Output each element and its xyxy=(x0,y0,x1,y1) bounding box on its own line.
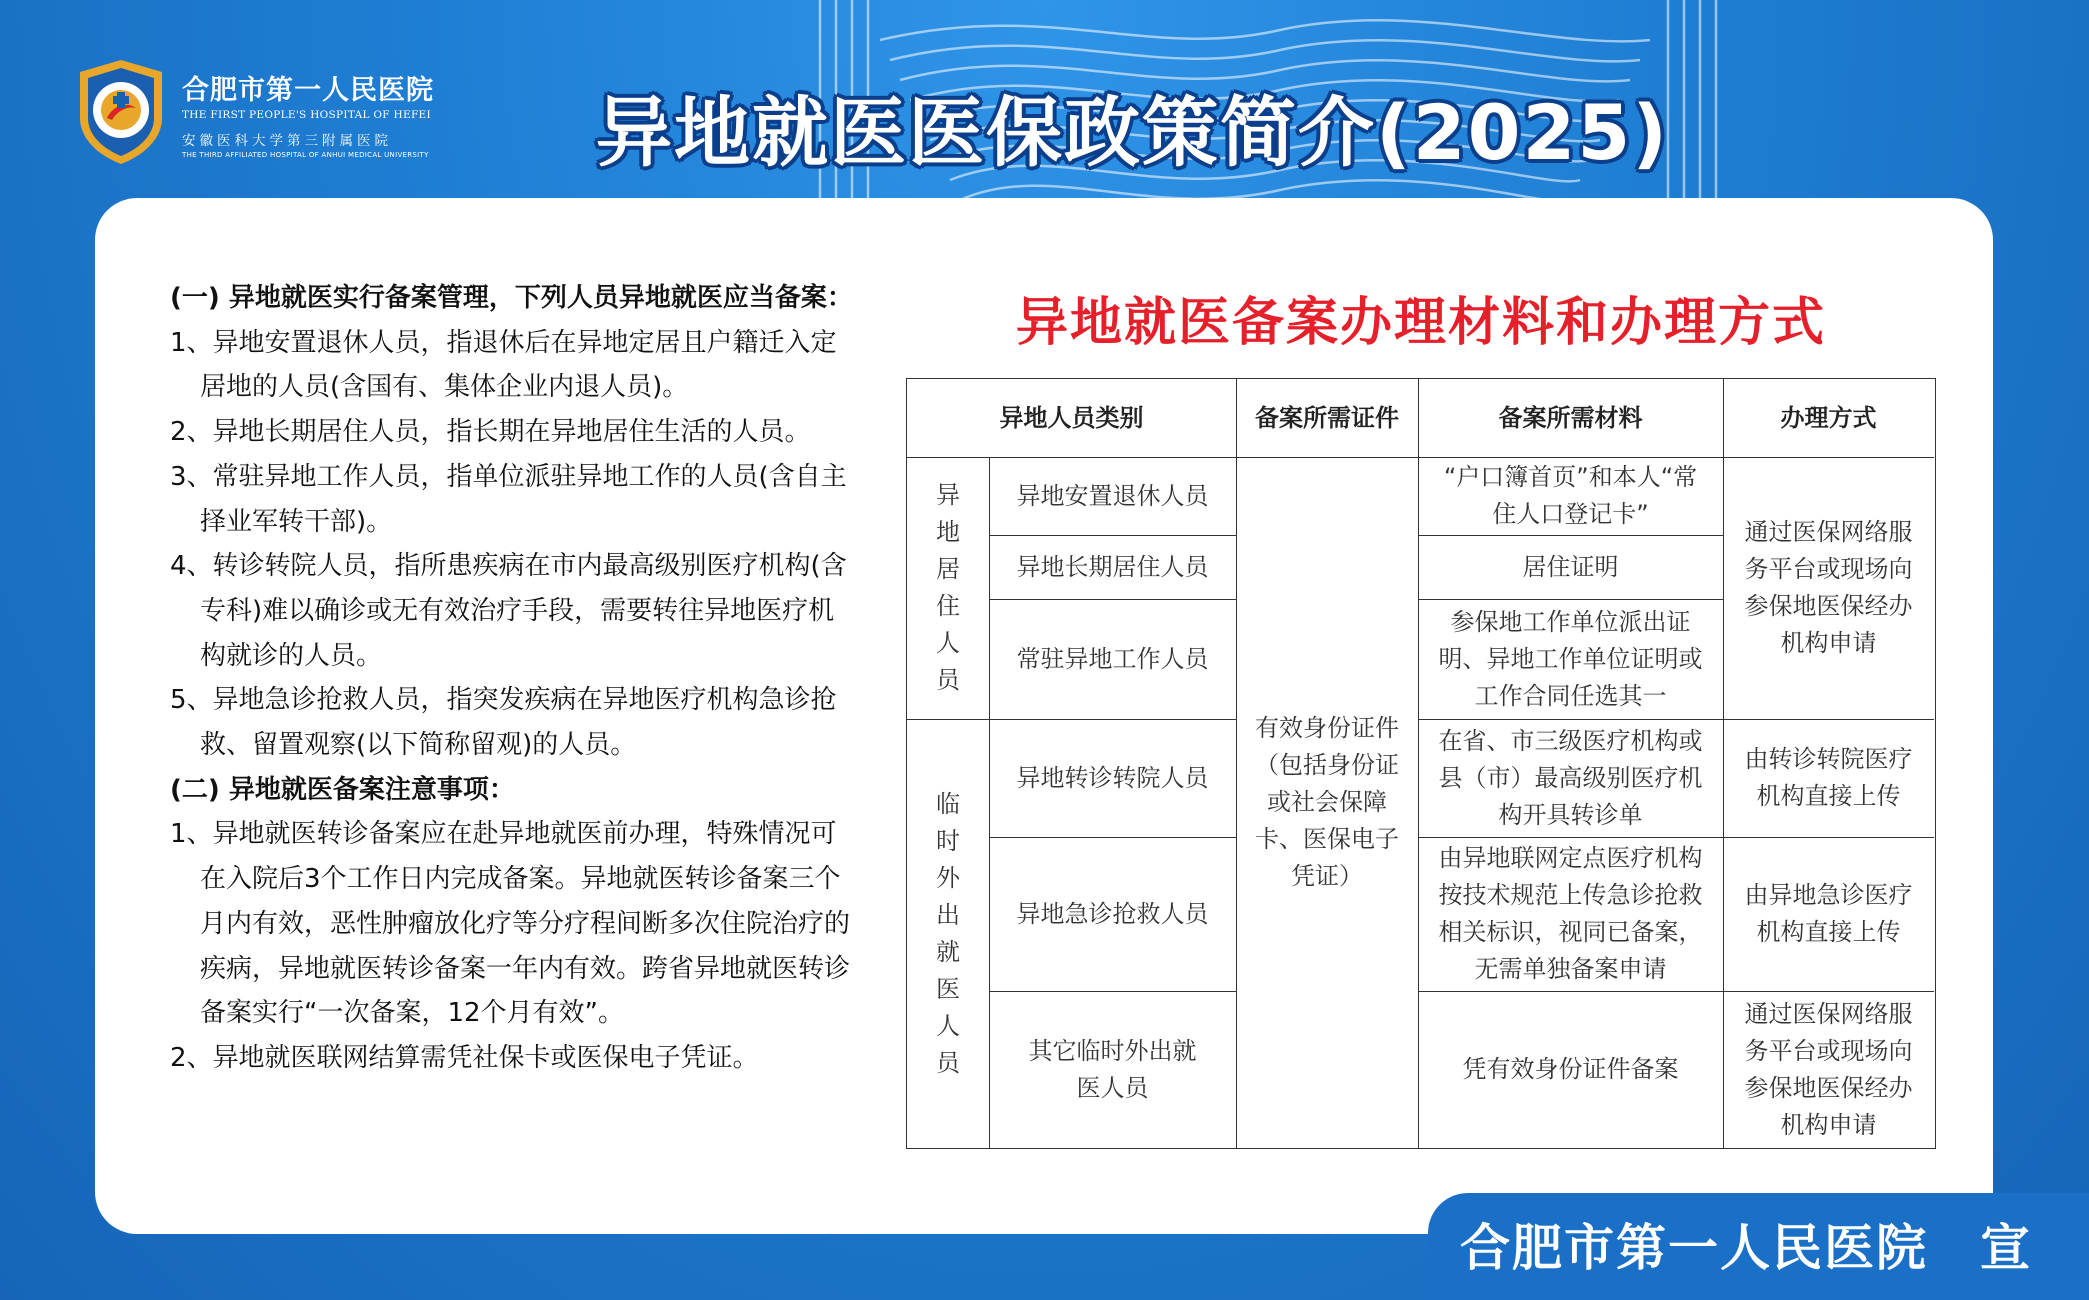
table-title: 异地就医备案办理材料和办理方式 xyxy=(1016,293,1827,353)
policy-item: 1、异地安置退休人员，指退休后在异地定居且户籍迁入定居地的人员(含国有、集体企业内退人员)。 xyxy=(170,327,837,403)
policy-item: 2、异地就医联网结算需凭社保卡或医保电子凭证。 xyxy=(170,1042,759,1073)
policy-text xyxy=(170,276,860,1081)
section-heading-2: (二) 异地就医备案注意事项： xyxy=(170,774,515,805)
header-category: 异地人员类别 xyxy=(999,403,1144,432)
header-id-doc: 备案所需证件 xyxy=(1255,403,1399,432)
policy-item: 3、常驻异地工作人员，指单位派驻异地工作的人员(含自主择业军转干部)。 xyxy=(170,461,847,537)
group-resident: 异地居住人员 xyxy=(936,481,960,694)
type-cell: 异地转诊转院人员 xyxy=(1016,763,1209,792)
method-cell: 由异地急诊医疗机构直接上传 xyxy=(1744,881,1913,946)
type-cell: 异地急诊抢救人员 xyxy=(1016,899,1209,928)
type-cell: 异地长期居住人员 xyxy=(1016,552,1209,581)
material-cell: 参保地工作单位派出证明、异地工作单位证明或工作合同任选其一 xyxy=(1438,607,1703,710)
header-method: 办理方式 xyxy=(1780,403,1877,432)
policy-item: 1、异地就医转诊备案应在赴异地就医前办理，特殊情况可在入院后3个工作日内完成备案。异地就医转诊备案三个月内有效，恶性肿瘤放化疗等分疗程间断多次住院治疗的疾病，异地就医转诊备案一年内有效。跨省异地就医转诊备案实行“一次备案，12个月有效”。 xyxy=(170,819,851,1029)
policy-item: 5、异地急诊抢救人员，指突发疾病在异地医疗机构急诊抢救、留置观察(以下简称留观)的人员。 xyxy=(170,685,837,761)
policy-item: 2、异地长期居住人员，指长期在异地居住生活的人员。 xyxy=(170,417,811,448)
type-cell: 异地安置退休人员 xyxy=(1016,481,1209,510)
hospital-logo-icon xyxy=(76,58,166,166)
type-cell: 其它临时外出就医人员 xyxy=(1028,1036,1197,1102)
id-doc-cell: 有效身份证件（包括身份证或社会保障卡、医保电子凭证） xyxy=(1255,714,1399,890)
material-cell: 由异地联网定点医疗机构按技术规范上传急诊抢救相关标识，视同已备案，无需单独备案申请 xyxy=(1438,844,1703,983)
header-materials: 备案所需材料 xyxy=(1498,403,1643,432)
method-cell: 由转诊转院医疗机构直接上传 xyxy=(1744,745,1913,810)
material-cell: 居住证明 xyxy=(1522,552,1619,581)
method-cell: 通过医保网络服务平台或现场向参保地医保经办机构申请 xyxy=(1744,518,1913,657)
policy-item: 4、转诊转院人员，指所患疾病在市内最高级别医疗机构(含专科)难以确诊或无有效治疗手段，需要转往异地医疗机构就诊的人员。 xyxy=(170,551,847,671)
material-cell: “户口簿首页”和本人“常住人口登记卡” xyxy=(1443,463,1698,528)
page-title: 异地就医医保政策简介(2025) xyxy=(596,88,1669,177)
hospital-affiliation-en: THE THIRD AFFILIATED HOSPITAL OF ANHUI MEDICAL UNIVERSITY xyxy=(182,151,429,159)
filing-table xyxy=(906,378,1936,1149)
hospital-name-en: THE FIRST PEOPLE'S HOSPITAL OF HEFEI xyxy=(182,109,431,121)
hospital-name-block xyxy=(182,68,434,159)
hospital-affiliation-cn: 安徽医科大学第三附属医院 xyxy=(182,133,392,149)
section-heading-1: (一) 异地就医实行备案管理，下列人员异地就医应当备案： xyxy=(170,283,853,313)
material-cell: 在省、市三级医疗机构或县（市）最高级别医疗机构开具转诊单 xyxy=(1438,726,1703,829)
type-cell: 常驻异地工作人员 xyxy=(1016,644,1209,673)
material-cell: 凭有效身份证件备案 xyxy=(1462,1055,1679,1083)
footer-banner-text: 合肥市第一人民医院 宣 xyxy=(1460,1219,2032,1277)
method-cell: 通过医保网络服务平台或现场向参保地医保经办机构申请 xyxy=(1744,999,1913,1139)
group-temporary: 临时外出就医人员 xyxy=(936,789,960,1077)
hospital-name-cn: 合肥市第一人民医院 xyxy=(182,75,434,106)
